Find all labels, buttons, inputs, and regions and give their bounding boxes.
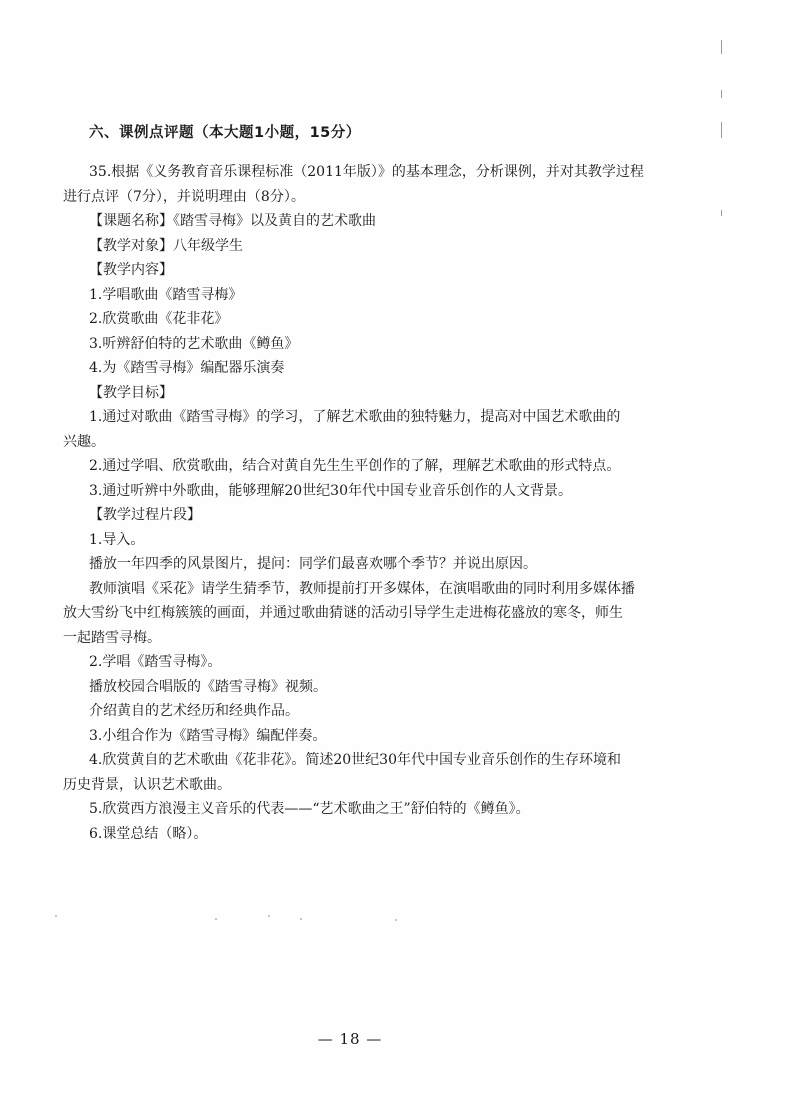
question-body: [63, 160, 689, 846]
content-item-3: 3.听辨舒伯特的艺术歌曲《鳟鱼》: [89, 335, 299, 352]
content-item-2: 2.欣赏歌曲《花非花》: [89, 311, 229, 327]
content-item-4: 4.为《踏雪寻梅》编配器乐演奏: [89, 360, 285, 376]
content-item-1: 1.学唱歌曲《踏雪寻梅》: [89, 286, 243, 303]
goal-2: 2.通过学唱、欣赏歌曲，结合对黄自先生生平创作的了解，理解艺术歌曲的形式特点。: [89, 458, 621, 474]
teaching-target: 【教学对象】八年级学生: [89, 237, 243, 254]
step-1-detail-2-line-3: 一起踏雪寻梅。: [63, 629, 161, 646]
step-5: 5.欣赏西方浪漫主义音乐的代表——“艺术歌曲之王”舒伯特的《鳟鱼》。: [89, 801, 530, 817]
goal-1-line-1: 1.通过对歌曲《踏雪寻梅》的学习，了解艺术歌曲的独特魅力，提高对中国艺术歌曲的: [89, 409, 621, 425]
process-heading: 【教学过程片段】: [89, 507, 201, 523]
scan-speck: [300, 918, 302, 920]
scan-speck: [215, 918, 217, 920]
scan-speck: [395, 919, 397, 921]
step-1: 1.导入。: [89, 531, 145, 548]
question-stem-line-2: 进行点评（7分），并说明理由（8分）。: [63, 188, 305, 205]
step-4-line-2: 历史背景，认识艺术歌曲。: [63, 776, 231, 793]
step-2-detail-2: 介绍黄自的艺术经历和经典作品。: [89, 703, 299, 719]
scan-speck: [268, 915, 270, 917]
step-1-detail-2-line-2: 放大雪纷飞中红梅簇簇的画面，并通过歌曲猜谜的活动引导学生走进梅花盛放的寒冬，师生: [63, 605, 623, 621]
step-2: 2.学唱《踏雪寻梅》。: [89, 654, 222, 670]
lesson-title: 【课题名称】《踏雪寻梅》以及黄自的艺术歌曲: [89, 213, 376, 229]
step-6: 6.课堂总结（略）。: [89, 825, 208, 842]
step-1-detail-2-line-1: 教师演唱《采花》请学生猜季节，教师提前打开多媒体，在演唱歌曲的同时利用多媒体播: [89, 580, 635, 597]
step-3: 3.小组合作为《踏雪寻梅》编配伴奏。: [89, 727, 327, 744]
step-2-detail-1: 播放校园合唱版的《踏雪寻梅》视频。: [89, 678, 327, 695]
binding-margin-marks: [719, 30, 725, 930]
step-4-line-1: 4.欣赏黄自的艺术歌曲《花非花》。简述20世纪30年代中国专业音乐创作的生存环境和: [89, 752, 621, 768]
goal-3: 3.通过听辨中外歌曲，能够理解20世纪30年代中国专业音乐创作的人文背景。: [89, 482, 572, 499]
teaching-content-heading: 【教学内容】: [89, 262, 173, 278]
page-number: — 18 —: [317, 1030, 383, 1048]
step-1-detail-1: 播放一年四季的风景图片，提问：同学们最喜欢哪个季节？并说出原因。: [89, 556, 537, 572]
question-stem-line-1: 35.根据《义务教育音乐课程标准（2011年版）》的基本理念，分析课例，并对其教学过程: [89, 164, 644, 180]
goal-1-line-2: 兴趣。: [63, 433, 105, 450]
teaching-goals-heading: 【教学目标】: [89, 384, 173, 401]
scan-speck: [55, 915, 57, 917]
section-title: 六、课例点评题（本大题1小题，15分）: [89, 125, 361, 141]
